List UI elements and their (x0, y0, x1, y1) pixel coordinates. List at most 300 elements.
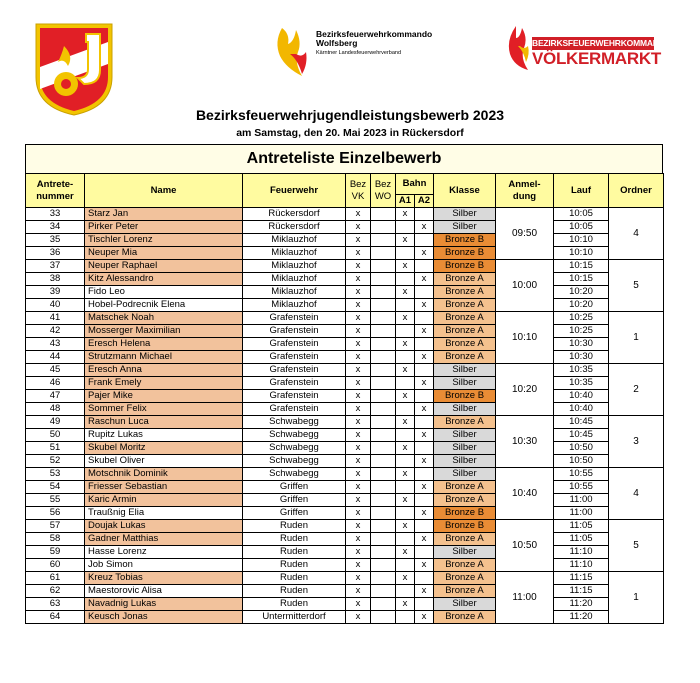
cell-bahn-a2: x (415, 611, 434, 624)
cell-feuerwehr: Ruden (243, 533, 346, 546)
cell-nummer: 35 (26, 234, 85, 247)
cell-bahn-a1: x (396, 364, 415, 377)
cell-nummer: 39 (26, 286, 85, 299)
table-row (26, 520, 664, 533)
cell-name: Tischler Lorenz (85, 234, 243, 247)
cell-feuerwehr: Ruden (243, 559, 346, 572)
cell-bez-vk: x (346, 442, 371, 455)
cell-klasse: Bronze A (434, 611, 496, 624)
cell-bahn-a1: x (396, 546, 415, 559)
cell-bahn-a2: x (415, 299, 434, 312)
cell-nummer: 61 (26, 572, 85, 585)
cell-ordner: 5 (609, 520, 664, 572)
cell-feuerwehr: Schwabegg (243, 429, 346, 442)
cell-bez-wo (371, 247, 396, 260)
cell-bahn-a2: x (415, 221, 434, 234)
table-row (26, 468, 664, 481)
cell-feuerwehr: Rückersdorf (243, 208, 346, 221)
cell-bahn-a2 (415, 572, 434, 585)
cell-lauf: 10:05 (554, 221, 609, 234)
cell-nummer: 57 (26, 520, 85, 533)
cell-bez-vk: x (346, 585, 371, 598)
cell-bahn-a2: x (415, 247, 434, 260)
cell-bahn-a1 (396, 559, 415, 572)
cell-bahn-a1: x (396, 468, 415, 481)
cell-nummer: 48 (26, 403, 85, 416)
cell-klasse: Bronze A (434, 559, 496, 572)
cell-bez-wo (371, 585, 396, 598)
cell-bahn-a1 (396, 611, 415, 624)
cell-lauf: 11:20 (554, 598, 609, 611)
table-row (26, 559, 664, 572)
cell-klasse: Bronze A (434, 351, 496, 364)
table-banner: Antreteliste Einzelbewerb (25, 144, 663, 173)
cell-bahn-a1: x (396, 208, 415, 221)
cell-nummer: 38 (26, 273, 85, 286)
cell-bez-wo (371, 338, 396, 351)
cell-bahn-a1 (396, 325, 415, 338)
cell-bez-wo (371, 520, 396, 533)
cell-bez-wo (371, 416, 396, 429)
cell-bahn-a2: x (415, 585, 434, 598)
cell-bez-wo (371, 364, 396, 377)
cell-bahn-a1 (396, 403, 415, 416)
cell-bez-vk: x (346, 299, 371, 312)
cell-bahn-a1 (396, 455, 415, 468)
cell-feuerwehr: Grafenstein (243, 338, 346, 351)
cell-anmeldung: 10:30 (496, 416, 554, 468)
cell-bahn-a2 (415, 208, 434, 221)
cell-bahn-a2 (415, 390, 434, 403)
cell-lauf: 11:15 (554, 572, 609, 585)
cell-ordner: 4 (609, 208, 664, 260)
cell-klasse: Bronze A (434, 273, 496, 286)
cell-bez-vk: x (346, 338, 371, 351)
cell-lauf: 11:00 (554, 507, 609, 520)
cell-bez-wo (371, 325, 396, 338)
logo-wolfsberg-line3: Kärntner Landesfeuerwehrverband (316, 49, 402, 56)
cell-bez-wo (371, 377, 396, 390)
table-row (26, 546, 664, 559)
cell-bez-vk: x (346, 455, 371, 468)
cell-lauf: 10:15 (554, 260, 609, 273)
table-row (26, 533, 664, 546)
cell-bahn-a1: x (396, 234, 415, 247)
cell-bahn-a1: x (396, 260, 415, 273)
cell-bez-vk: x (346, 507, 371, 520)
cell-bez-wo (371, 559, 396, 572)
table-row (26, 572, 664, 585)
cell-bahn-a2: x (415, 403, 434, 416)
cell-lauf: 10:20 (554, 299, 609, 312)
table-row (26, 286, 664, 299)
cell-bahn-a1 (396, 507, 415, 520)
table-row (26, 247, 664, 260)
cell-klasse: Bronze A (434, 286, 496, 299)
cell-name: Rupitz Lukas (85, 429, 243, 442)
cell-feuerwehr: Miklauzhof (243, 260, 346, 273)
cell-nummer: 53 (26, 468, 85, 481)
cell-bez-wo (371, 403, 396, 416)
cell-feuerwehr: Miklauzhof (243, 286, 346, 299)
cell-bez-wo (371, 546, 396, 559)
cell-lauf: 11:10 (554, 546, 609, 559)
table-row (26, 429, 664, 442)
cell-anmeldung: 09:50 (496, 208, 554, 260)
cell-nummer: 50 (26, 429, 85, 442)
cell-bahn-a2 (415, 286, 434, 299)
cell-bez-wo (371, 234, 396, 247)
cell-bahn-a2 (415, 546, 434, 559)
cell-bahn-a2 (415, 494, 434, 507)
cell-lauf: 10:40 (554, 403, 609, 416)
table-row (26, 221, 664, 234)
cell-lauf: 10:55 (554, 481, 609, 494)
cell-lauf: 11:10 (554, 559, 609, 572)
cell-klasse: Silber (434, 442, 496, 455)
cell-klasse: Bronze A (434, 494, 496, 507)
cell-anmeldung: 10:40 (496, 468, 554, 520)
cell-bez-vk: x (346, 611, 371, 624)
cell-name: Hobel-Podrecnik Elena (85, 299, 243, 312)
cell-klasse: Bronze A (434, 481, 496, 494)
cell-lauf: 10:30 (554, 351, 609, 364)
cell-ordner: 1 (609, 572, 664, 624)
table-row (26, 442, 664, 455)
cell-bahn-a2: x (415, 351, 434, 364)
cell-bez-wo (371, 598, 396, 611)
cell-bez-vk: x (346, 416, 371, 429)
cell-feuerwehr: Schwabegg (243, 442, 346, 455)
cell-name: Maestorovic Alisa (85, 585, 243, 598)
col-header-name: Name (85, 174, 243, 208)
cell-nummer: 60 (26, 559, 85, 572)
cell-bez-vk: x (346, 286, 371, 299)
cell-nummer: 46 (26, 377, 85, 390)
cell-bahn-a1: x (396, 338, 415, 351)
cell-feuerwehr: Griffen (243, 494, 346, 507)
cell-name: Hasse Lorenz (85, 546, 243, 559)
start-list-sheet (25, 144, 663, 624)
cell-feuerwehr: Miklauzhof (243, 299, 346, 312)
cell-lauf: 10:05 (554, 208, 609, 221)
cell-bez-wo (371, 533, 396, 546)
cell-nummer: 34 (26, 221, 85, 234)
cell-anmeldung: 10:00 (496, 260, 554, 312)
table-row (26, 598, 664, 611)
cell-name: Sommer Felix (85, 403, 243, 416)
cell-bahn-a2 (415, 338, 434, 351)
cell-name: Mosserger Maximilian (85, 325, 243, 338)
cell-lauf: 10:45 (554, 429, 609, 442)
cell-name: Eresch Helena (85, 338, 243, 351)
cell-klasse: Bronze A (434, 312, 496, 325)
cell-bahn-a2 (415, 260, 434, 273)
cell-klasse: Bronze B (434, 234, 496, 247)
cell-bez-vk: x (346, 559, 371, 572)
voelkermarkt-flame-logo (504, 24, 534, 72)
cell-bahn-a2: x (415, 507, 434, 520)
cell-anmeldung: 10:20 (496, 364, 554, 416)
cell-ordner: 1 (609, 312, 664, 364)
cell-lauf: 11:05 (554, 520, 609, 533)
cell-bahn-a1 (396, 221, 415, 234)
cell-nummer: 55 (26, 494, 85, 507)
cell-bez-vk: x (346, 221, 371, 234)
table-row (26, 377, 664, 390)
cell-lauf: 10:35 (554, 377, 609, 390)
cell-bez-wo (371, 208, 396, 221)
col-header-bez-wo: Bez WO (371, 174, 396, 208)
cell-feuerwehr: Ruden (243, 546, 346, 559)
document-title: Bezirksfeuerwehrjugendleistungsbewerb 2023 (195, 107, 505, 123)
cell-bahn-a2: x (415, 325, 434, 338)
cell-name: Neuper Mia (85, 247, 243, 260)
cell-bahn-a2 (415, 598, 434, 611)
cell-nummer: 37 (26, 260, 85, 273)
cell-bez-wo (371, 481, 396, 494)
cell-nummer: 51 (26, 442, 85, 455)
cell-bahn-a2 (415, 234, 434, 247)
cell-lauf: 10:10 (554, 247, 609, 260)
cell-bahn-a1: x (396, 572, 415, 585)
cell-anmeldung: 11:00 (496, 572, 554, 624)
cell-bahn-a2: x (415, 455, 434, 468)
cell-feuerwehr: Ruden (243, 520, 346, 533)
feuerwehrjugend-logo (34, 22, 114, 117)
cell-feuerwehr: Schwabegg (243, 468, 346, 481)
table-body (26, 208, 664, 624)
table-row (26, 351, 664, 364)
cell-bez-wo (371, 455, 396, 468)
table-row (26, 416, 664, 429)
cell-bahn-a2: x (415, 273, 434, 286)
cell-klasse: Bronze B (434, 247, 496, 260)
cell-nummer: 42 (26, 325, 85, 338)
cell-lauf: 11:00 (554, 494, 609, 507)
cell-bahn-a2: x (415, 377, 434, 390)
table-row (26, 260, 664, 273)
cell-bez-wo (371, 572, 396, 585)
cell-bahn-a1: x (396, 520, 415, 533)
cell-bahn-a2: x (415, 559, 434, 572)
cell-feuerwehr: Schwabegg (243, 455, 346, 468)
cell-bahn-a1 (396, 481, 415, 494)
cell-anmeldung: 10:10 (496, 312, 554, 364)
cell-nummer: 52 (26, 455, 85, 468)
cell-bez-wo (371, 507, 396, 520)
wolfsberg-flame-logo (272, 24, 312, 80)
table-row (26, 208, 664, 221)
cell-feuerwehr: Schwabegg (243, 416, 346, 429)
cell-klasse: Silber (434, 468, 496, 481)
cell-bez-wo (371, 494, 396, 507)
cell-bahn-a1: x (396, 598, 415, 611)
cell-bez-vk: x (346, 351, 371, 364)
cell-bez-wo (371, 273, 396, 286)
cell-nummer: 33 (26, 208, 85, 221)
cell-name: Strutzmann Michael (85, 351, 243, 364)
cell-lauf: 11:05 (554, 533, 609, 546)
cell-ordner: 3 (609, 416, 664, 468)
cell-bez-vk: x (346, 533, 371, 546)
col-header-a1: A1 (396, 195, 415, 208)
cell-bez-vk: x (346, 260, 371, 273)
cell-feuerwehr: Grafenstein (243, 312, 346, 325)
cell-klasse: Bronze B (434, 390, 496, 403)
table-row (26, 390, 664, 403)
cell-lauf: 10:55 (554, 468, 609, 481)
cell-lauf: 10:35 (554, 364, 609, 377)
cell-nummer: 45 (26, 364, 85, 377)
cell-klasse: Bronze A (434, 416, 496, 429)
cell-klasse: Bronze B (434, 260, 496, 273)
cell-bahn-a2: x (415, 533, 434, 546)
cell-bez-vk: x (346, 494, 371, 507)
cell-name: Raschun Luca (85, 416, 243, 429)
cell-bez-vk: x (346, 312, 371, 325)
table-row (26, 507, 664, 520)
cell-bahn-a2 (415, 468, 434, 481)
cell-nummer: 64 (26, 611, 85, 624)
cell-bez-vk: x (346, 520, 371, 533)
cell-klasse: Bronze A (434, 533, 496, 546)
table-row (26, 455, 664, 468)
logo-wolfsberg-line1: Bezirksfeuerwehrkommando (316, 29, 433, 39)
cell-bahn-a1 (396, 429, 415, 442)
cell-name: Motschnik Dominik (85, 468, 243, 481)
table-row (26, 338, 664, 351)
cell-bez-wo (371, 286, 396, 299)
cell-bez-vk: x (346, 247, 371, 260)
table-row (26, 312, 664, 325)
cell-lauf: 10:50 (554, 455, 609, 468)
cell-bez-vk: x (346, 403, 371, 416)
cell-bahn-a1: x (396, 494, 415, 507)
table-row (26, 234, 664, 247)
table-row (26, 585, 664, 598)
cell-feuerwehr: Grafenstein (243, 390, 346, 403)
cell-nummer: 36 (26, 247, 85, 260)
cell-name: Fido Leo (85, 286, 243, 299)
col-header-a2: A2 (415, 195, 434, 208)
cell-bez-vk: x (346, 572, 371, 585)
cell-name: Keusch Jonas (85, 611, 243, 624)
cell-feuerwehr: Grafenstein (243, 364, 346, 377)
cell-lauf: 10:45 (554, 416, 609, 429)
table-row (26, 481, 664, 494)
col-header-feuerwehr: Feuerwehr (243, 174, 346, 208)
cell-lauf: 10:40 (554, 390, 609, 403)
cell-name: Kitz Alessandro (85, 273, 243, 286)
cell-feuerwehr: Miklauzhof (243, 234, 346, 247)
cell-klasse: Silber (434, 429, 496, 442)
col-header-ordner: Ordner (609, 174, 664, 208)
cell-bahn-a1: x (396, 442, 415, 455)
cell-bahn-a1 (396, 299, 415, 312)
col-header-bez-vk: Bez VK (346, 174, 371, 208)
cell-bez-vk: x (346, 481, 371, 494)
cell-bez-vk: x (346, 546, 371, 559)
cell-nummer: 54 (26, 481, 85, 494)
cell-name: Eresch Anna (85, 364, 243, 377)
table-row (26, 273, 664, 286)
cell-klasse: Silber (434, 403, 496, 416)
cell-feuerwehr: Ruden (243, 572, 346, 585)
cell-ordner: 2 (609, 364, 664, 416)
cell-feuerwehr: Grafenstein (243, 403, 346, 416)
cell-bahn-a2 (415, 416, 434, 429)
cell-name: Friesser Sebastian (85, 481, 243, 494)
col-header-klasse: Klasse (434, 174, 496, 208)
cell-bez-wo (371, 468, 396, 481)
cell-klasse: Bronze B (434, 520, 496, 533)
cell-bez-wo (371, 442, 396, 455)
cell-bahn-a2 (415, 520, 434, 533)
cell-feuerwehr: Untermitterdorf (243, 611, 346, 624)
cell-bez-vk: x (346, 325, 371, 338)
cell-bez-vk: x (346, 429, 371, 442)
cell-anmeldung: 10:50 (496, 520, 554, 572)
cell-bez-wo (371, 429, 396, 442)
col-header-nummer: Antrete- nummer (26, 174, 85, 208)
cell-name: Traußnig Elia (85, 507, 243, 520)
col-header-anmeldung: Anmel- dung (496, 174, 554, 208)
cell-nummer: 43 (26, 338, 85, 351)
logo-wolfsberg-line2: Wolfsberg (316, 38, 358, 49)
col-header-bahn: Bahn (396, 174, 434, 195)
cell-nummer: 49 (26, 416, 85, 429)
cell-lauf: 10:20 (554, 286, 609, 299)
cell-name: Doujak Lukas (85, 520, 243, 533)
cell-name: Pajer Mike (85, 390, 243, 403)
cell-lauf: 10:15 (554, 273, 609, 286)
cell-nummer: 40 (26, 299, 85, 312)
table-row (26, 611, 664, 624)
cell-bez-vk: x (346, 364, 371, 377)
cell-bez-wo (371, 390, 396, 403)
cell-bez-vk: x (346, 273, 371, 286)
cell-bahn-a2: x (415, 429, 434, 442)
cell-feuerwehr: Rückersdorf (243, 221, 346, 234)
cell-klasse: Silber (434, 546, 496, 559)
cell-bahn-a1 (396, 247, 415, 260)
cell-bahn-a1 (396, 533, 415, 546)
cell-name: Job Simon (85, 559, 243, 572)
wolfsberg-logo-text (316, 30, 432, 56)
table-row (26, 403, 664, 416)
cell-klasse: Silber (434, 364, 496, 377)
cell-klasse: Bronze A (434, 572, 496, 585)
cell-nummer: 44 (26, 351, 85, 364)
cell-bez-vk: x (346, 377, 371, 390)
cell-name: Starz Jan (85, 208, 243, 221)
logo-voelkermarkt-line1: BEZIRKSFEUERWEHRKOMMANDO (532, 38, 672, 48)
cell-bahn-a1: x (396, 416, 415, 429)
document-subtitle: am Samstag, den 20. Mai 2023 in Rückersdorf (236, 127, 464, 139)
cell-klasse: Silber (434, 598, 496, 611)
cell-nummer: 59 (26, 546, 85, 559)
cell-lauf: 10:50 (554, 442, 609, 455)
cell-klasse: Silber (434, 221, 496, 234)
cell-bez-vk: x (346, 390, 371, 403)
cell-bahn-a1 (396, 377, 415, 390)
cell-bez-wo (371, 611, 396, 624)
cell-bez-wo (371, 260, 396, 273)
cell-bez-vk: x (346, 234, 371, 247)
cell-nummer: 47 (26, 390, 85, 403)
cell-feuerwehr: Grafenstein (243, 325, 346, 338)
